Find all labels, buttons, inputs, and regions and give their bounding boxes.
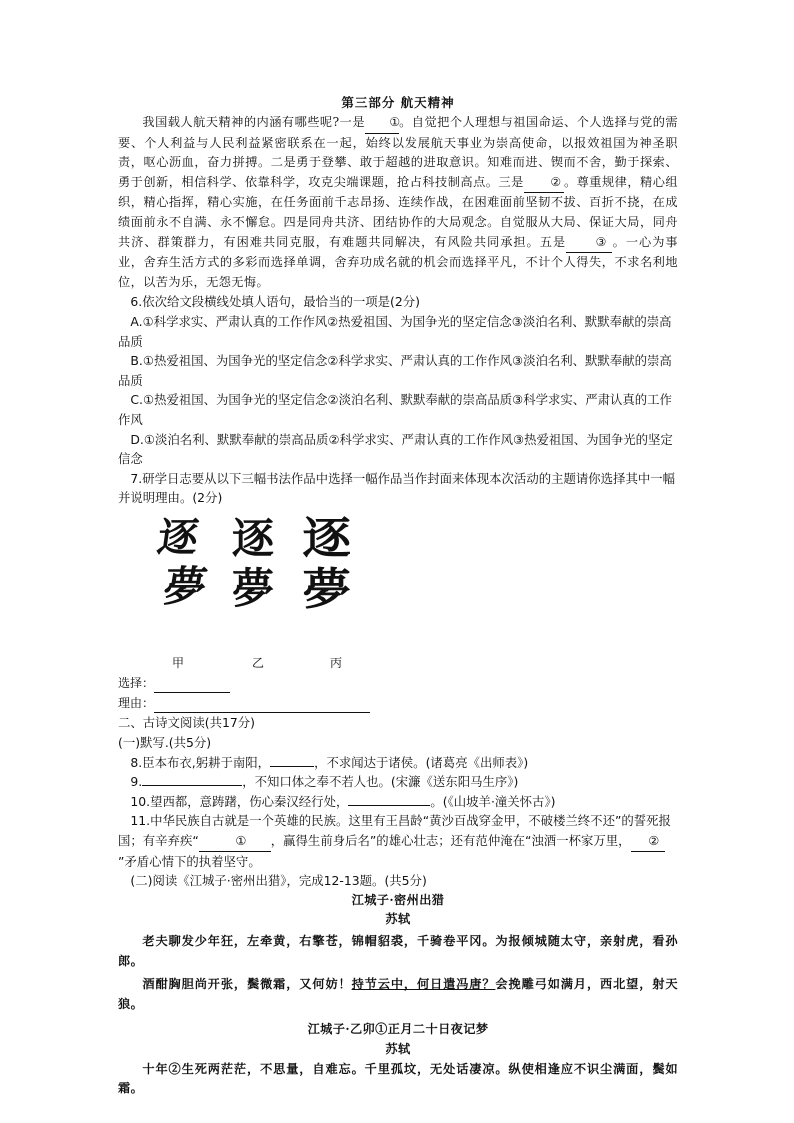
q11-blank-1[interactable]: ① (199, 831, 271, 852)
poem1-stanza-1: 老夫聊发少年狂，左牵黄，右擎苍，锦帽貂裘，千骑卷平冈。为报倾城随太守，亲射虎，看孙郎。 (118, 934, 678, 968)
question-8: 8.臣本布衣,躬耕于南阳， ，不求闻达于诸侯。(诸葛亮《出师表》) (130, 754, 529, 770)
poem-2 (118, 1020, 678, 1098)
poem2-author: 苏轼 (385, 1041, 411, 1056)
calligraphy-yi (232, 514, 302, 654)
blank-1: ① (365, 113, 399, 134)
calligraphy-jia (154, 513, 228, 654)
choice-row (118, 673, 678, 693)
reason-answer-line[interactable] (154, 700, 370, 713)
calligraphy-labels (172, 654, 678, 674)
choice-answer-line[interactable] (154, 680, 230, 693)
q7-stem: 7.研学日志要从以下三幅书法作品中选择一幅作品当作封面来体现本次活动的主题请你选择其中一幅并说明理由。(2分) (118, 470, 676, 506)
part2-heading: 二、古诗文阅读(共17分) (118, 715, 255, 731)
calligraphy-bing-char-2: 夢 (302, 563, 351, 615)
q8-blank[interactable] (270, 754, 314, 767)
blank-2: ② (524, 173, 564, 194)
choice-label: 选择： (118, 676, 155, 691)
calligraphy-jia-char-1: 逐 (154, 513, 202, 561)
question-7 (118, 469, 678, 714)
poem-1 (118, 891, 678, 1015)
q6-option-b: B.①热爱祖国、为国争光的坚定信念②科学求实、严肃认真的工作作风③淡泊名利、默默奉献的崇高品质 (118, 353, 672, 388)
calligraphy-yi-char-1: 逐 (232, 513, 275, 563)
poem1-title: 江城子·密州出猎 (351, 892, 445, 907)
q6-option-d: D.①淡泊名利、默默奉献的崇高品质②科学求实、严肃认真的工作作风③热爱祖国、为国争光的坚定信念 (118, 431, 673, 467)
poem2-stanza-1: 十年②生死两茫茫，不思量，自难忘。千里孤坟，无处话凄凉。纵使相逢应不识尘满面，鬓如霜。 (118, 1061, 678, 1096)
document-page (118, 93, 678, 1099)
label-jia: 甲 (172, 655, 185, 670)
label-yi: 乙 (252, 655, 265, 670)
calligraphy-yi-char-2: 夢 (232, 563, 275, 613)
reason-row (118, 693, 678, 713)
calligraphy-bing (302, 512, 376, 654)
question-9: 9. ，不知口体之奉不若人也。(宋濂《送东阳马生序》) (130, 774, 519, 790)
label-bing: 丙 (330, 655, 343, 670)
poem1-author: 苏轼 (385, 912, 411, 927)
q6-stem: 6.依次给文段横线处填人语句，最恰当的一项是(2分) (130, 294, 420, 310)
question-6 (118, 292, 678, 468)
reason-label: 理由： (118, 696, 155, 711)
part-2 (118, 713, 678, 890)
calligraphy-works (154, 512, 678, 654)
aerospace-paragraph: 我国载人航天精神的内涵有哪些呢?一是 ①。自觉把个人理想与祖国命运、个人选择与党的需要、个人利益与人民利益紧密联系在一起，始终以发展航天事业为崇高使命，以报效祖国为神圣职责，呕心沥血，奋力拼搏。二是勇于登攀、敢于超越的进取意识。知难而进、锲而不舍，勤于探索、勇于创新，相信科学、依靠科学，攻克尖端课题，抢占科技制高点。三是 ② 。尊重规律，精心组织，精心指挥，精心实施，在任务面前千志昂扬、连续作战，在困难面前坚韧不拔、百折不挠，在成绩面前永不自满、永不懈怠。四是同舟共济、团结协作的大局观念。自觉服从大局、保证大局，同舟共济、群策群力，有困难共同克服，有难题共同解决，有风险共同承担。五是 ③ 。一心为事业，舍弃生活方式的多彩而选择单调，舍弃功成名就的机会而选择平凡，不计个人得失，不求名利地位，以苦为乐，无怨无悔。 (118, 115, 678, 289)
question-11: 11.中华民族自古就是一个英雄的民族。这里有王昌龄“黄沙百战穿金甲，不破楼兰终不还”的誓死报国；有辛弃疾“ ① ，赢得生前身后名”的雄心壮志；还有范仲淹在“浊酒一杯家万里， ②”矛盾心情下的执着坚守。 (118, 813, 671, 869)
calligraphy-jia-char-2: 夢 (159, 561, 211, 611)
q6-option-c: C.①热爱祖国、为国争光的坚定信念②淡泊名利、默默奉献的崇高品质③科学求实、严肃认真的工作作风 (118, 392, 672, 427)
q11-blank-2[interactable]: ② (631, 831, 665, 852)
calligraphy-bing-char-1: 逐 (302, 512, 349, 564)
part2-sub2: (二)阅读《江城子·密州出猎》，完成12-13题。(共5分) (130, 873, 427, 889)
poem1-stanza-2: 酒酣胸胆尚开张，鬓微霜，又何妨！持节云中，何日遣冯唐？会挽雕弓如满月，西北望，射天狼。 (118, 977, 678, 1011)
q10-blank[interactable] (348, 793, 430, 806)
part2-sub1: (一)默写.(共5分) (118, 735, 212, 751)
q6-option-a: A.①科学求实、严肃认真的工作作风②热爱祖国、为国争光的坚定信念③淡泊名利、默默奉献的崇高品质 (118, 313, 672, 349)
poem2-title: 江城子·乙卯①正月二十日夜记梦 (307, 1022, 489, 1037)
q9-blank[interactable] (142, 773, 242, 786)
blank-3: ③ (566, 233, 612, 254)
question-10: 10.望西都，意踌躇，伤心秦汉经行处， 。(《山坡羊·潼关怀古》) (130, 793, 556, 809)
poem1-underlined-line: 持节云中，何日遣冯唐？ (351, 977, 496, 992)
section-title: 第三部分 航天精神 (341, 95, 455, 110)
